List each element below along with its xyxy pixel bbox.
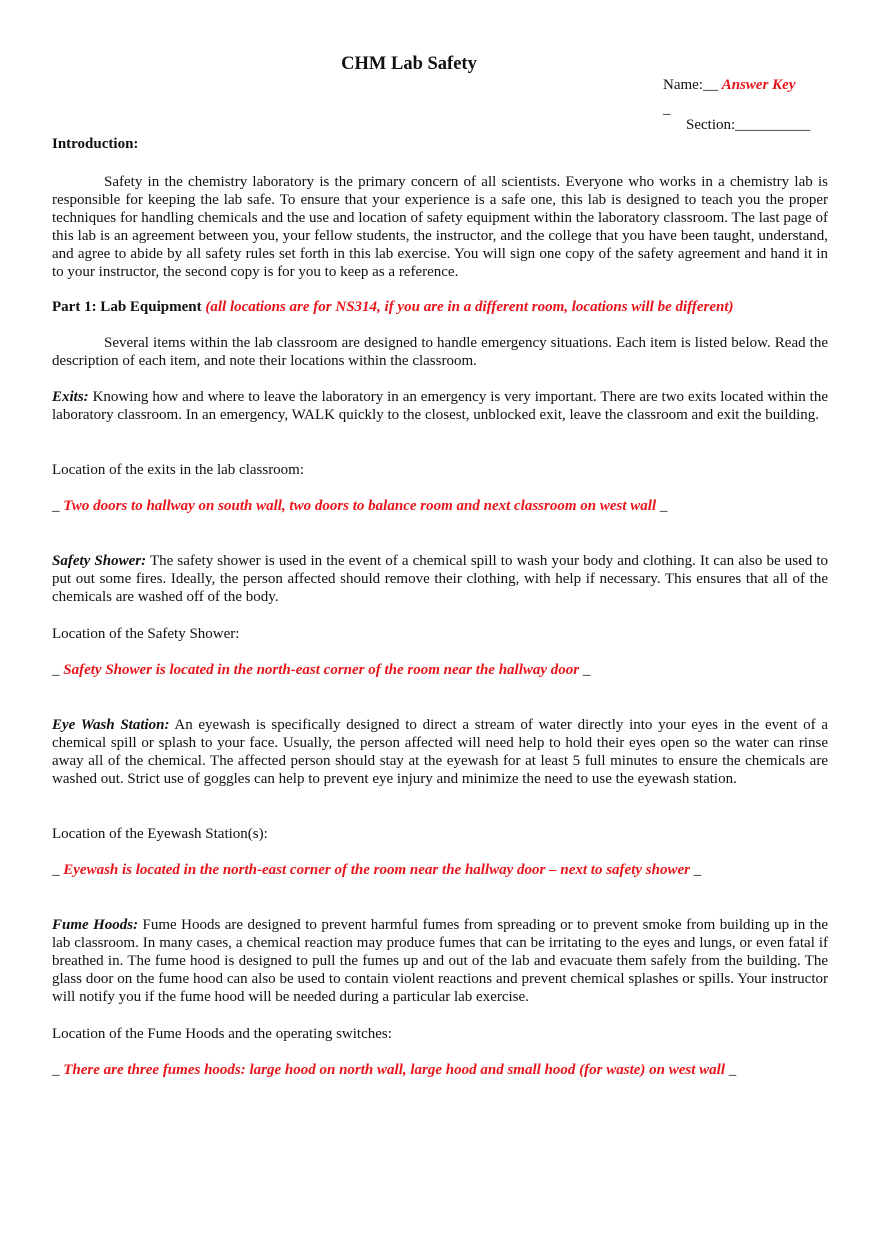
introduction-paragraph: Safety in the chemistry laboratory is the primary concern of all scientists. Everyone who works in a chemistry lab is responsible for keeping the lab safe. To ensure that your experience is a safe one, this lab is designed to teach you the proper techniques for handling chemicals and the use and location of safety equipment within the laboratory classroom. The last page of this lab is an agreement between you, your fellow students, the instructor, and the college that you have been taught, understand, and agree to abide by all safety rules set forth in this lab exercise. You will sign one copy of the safety agreement and hand it in to your instructor, the second copy is for you to keep as a reference. bbox=[52, 174, 828, 280]
exits-question: Location of the exits in the lab classroom: bbox=[52, 462, 305, 478]
part1-intro: Several items within the lab classroom are designed to handle emergency situations. Each item is listed below. Read the description of each item, and note their locations within the classroom. bbox=[52, 335, 828, 369]
part1-title: Part 1: Lab Equipment bbox=[52, 299, 202, 315]
section-field: Section:__________ bbox=[686, 117, 811, 133]
hoods-text: Fume Hoods are designed to prevent harmful fumes from spreading or to prevent smoke from building up in the lab classroom. In many cases, a chemical reaction may produce fumes that can be irritating to the eyes and lungs, or even fatal if breathed in. The fume hood is designed to pull the fumes up and out of the lab and evacuate them safely from the building. The glass door on the fume hood can also be used to contain violent reactions and prevent chemical splashes or spills. Your instructor will notify you if the fume hood will be needed during a particular lab exercise. bbox=[52, 917, 828, 1005]
eyewash-question: Location of the Eyewash Station(s): bbox=[52, 826, 268, 842]
exits-label: Exits: bbox=[52, 389, 89, 405]
name-answer: Answer Key bbox=[721, 77, 796, 93]
name-trailer: _ bbox=[663, 101, 671, 117]
hoods-paragraph bbox=[52, 916, 828, 1006]
part1-note: (all locations are for NS314, if you are in a different room, locations will be different) bbox=[205, 299, 734, 315]
eyewash-paragraph bbox=[52, 716, 828, 788]
exits-text: Knowing how and where to leave the laboratory in an emergency is very important. There are two exits located within the laboratory classroom. In an emergency, WALK quickly to the closest, unblocked exit, leave the classroom and exit the building. bbox=[52, 389, 828, 423]
eyewash-label: Eye Wash Station: bbox=[52, 717, 170, 733]
hoods-answer: _ There are three fumes hoods: large hood on north wall, large hood and small hood (for waste) on west wall _ bbox=[52, 1062, 737, 1078]
hoods-label: Fume Hoods: bbox=[52, 917, 139, 933]
name-field bbox=[663, 76, 796, 94]
shower-label: Safety Shower: bbox=[52, 553, 147, 569]
part1-heading bbox=[52, 298, 734, 316]
hoods-question: Location of the Fume Hoods and the operating switches: bbox=[52, 1026, 392, 1042]
name-label: Name:__ bbox=[663, 77, 718, 93]
eyewash-answer: _ Eyewash is located in the north-east corner of the room near the hallway door – next to safety shower _ bbox=[52, 862, 702, 878]
exits-paragraph bbox=[52, 388, 828, 424]
eyewash-text: An eyewash is specifically designed to direct a stream of water directly into your eyes in the event of a chemical spill or splash to your face. Usually, the person affected will need help to hold their eyes open so the water can rinse away all of the chemical. The affected person should stay at the eyewash for at least 5 full minutes to ensure the chemicals are washed out. Strict use of goggles can help to prevent eye injury and minimize the need to use the eyewash station. bbox=[52, 717, 828, 787]
exits-answer: _ Two doors to hallway on south wall, two doors to balance room and next classroom on west wall _ bbox=[52, 498, 668, 514]
page-title: CHM Lab Safety bbox=[341, 54, 477, 74]
shower-paragraph bbox=[52, 552, 828, 606]
shower-answer: _ Safety Shower is located in the north-east corner of the room near the hallway door _ bbox=[52, 662, 591, 678]
shower-question: Location of the Safety Shower: bbox=[52, 626, 240, 642]
introduction-heading: Introduction: bbox=[52, 136, 139, 152]
shower-text: The safety shower is used in the event of a chemical spill to wash your body and clothing. It can also be used to put out some fires. Ideally, the person affected should remove their clothing, with help if necessary. This ensures that all of the chemicals are washed off of the body. bbox=[52, 553, 828, 605]
